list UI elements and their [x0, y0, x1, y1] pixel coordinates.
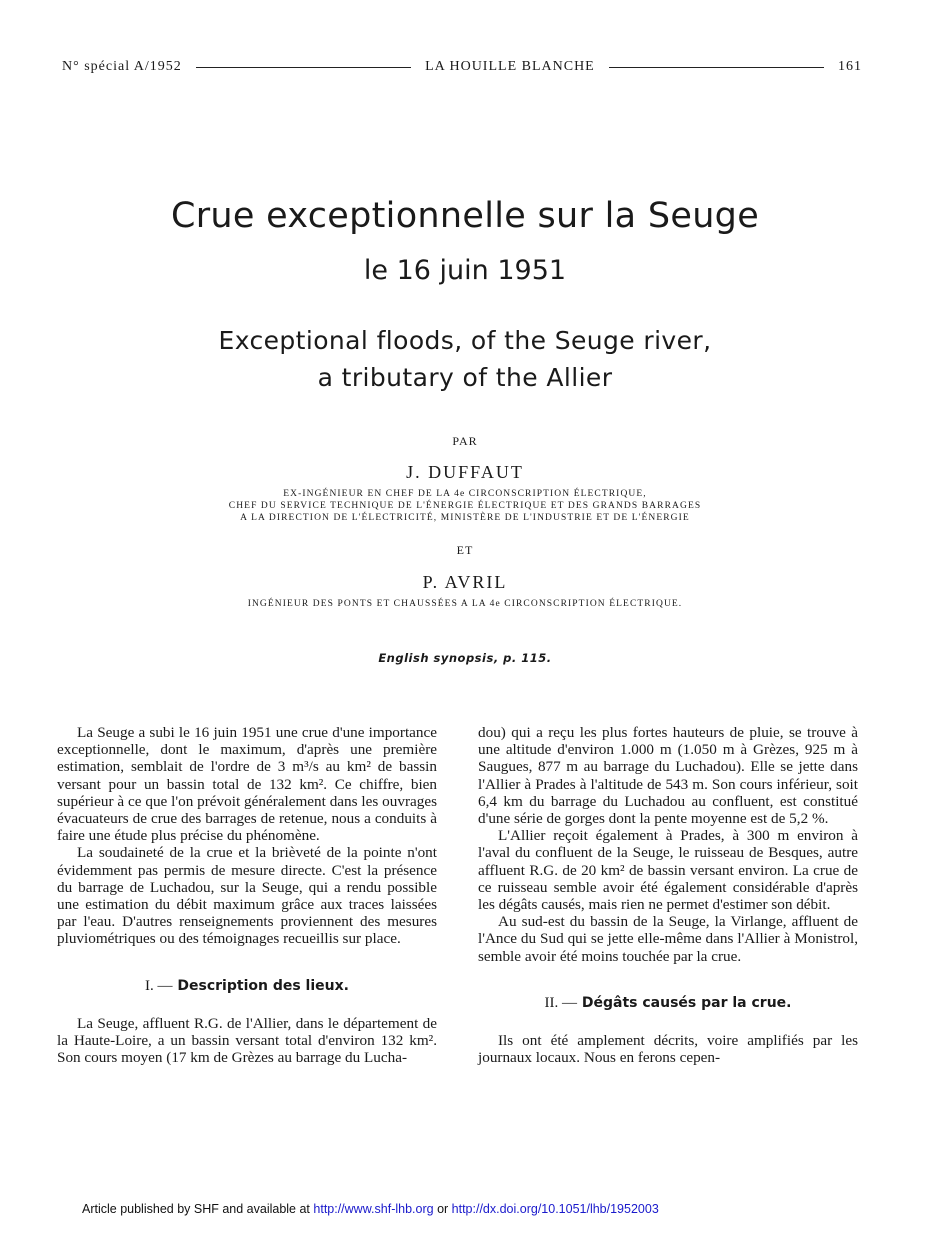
- running-head-rule-left: [196, 67, 411, 68]
- author-1-affiliation: [0, 488, 930, 524]
- affiliation-line: EX-INGÉNIEUR EN CHEF DE LA 4e CIRCONSCRIPTION ÉLECTRIQUE,: [283, 489, 647, 499]
- doi-link[interactable]: http://dx.doi.org/10.1051/lhb/1952003: [451, 1202, 659, 1216]
- publication-footer: [82, 1202, 882, 1216]
- and-label: ET: [456, 543, 474, 557]
- english-title-line-1: Exceptional floods, of the Seuge river,: [218, 326, 712, 355]
- running-head-rule-right: [609, 67, 824, 68]
- section-heading-2: [478, 995, 858, 1012]
- footer-text: Article published by SHF and available at: [82, 1202, 314, 1216]
- affiliation-line: A LA DIRECTION DE L'ÉLECTRICITÉ, MINISTÈRE DE L'INDUSTRIE ET DE L'ÉNERGIE: [240, 513, 690, 523]
- paragraph: La soudaineté de la crue et la brièveté de la pointe n'ont évidemment pas permis de mesure directe. C'est la présence du barrage de Luchadou, sur la Seuge, qui a rendu possible une estimation du débit maximum grâce aux traces laissées par l'eau. D'autres renseignements proviennent des mesures pluviométriques ou des témoignages recueillis sur place.: [57, 844, 437, 948]
- section-heading-1: [57, 978, 437, 995]
- footer-or: or: [433, 1202, 452, 1216]
- section-title: Dégâts causés par la crue.: [581, 994, 792, 1011]
- left-column: [57, 724, 437, 1066]
- paragraph: La Seuge, affluent R.G. de l'Allier, dans le département de la Haute-Loire, a un bassin versant total d'environ 132 km². Son cours moyen (17 km de Grèzes au barrage du Lucha-: [57, 1014, 437, 1067]
- english-title-line-2: a tributary of the Allier: [317, 363, 613, 392]
- english-title: [0, 322, 930, 396]
- article-date: le 16 juin 1951: [363, 255, 567, 286]
- paragraph: Ils ont été amplement décrits, voire amplifiés par les journaux locaux. Nous en ferons cepen-: [478, 1032, 858, 1067]
- right-column: [478, 724, 858, 1066]
- english-synopsis-reference: English synopsis, p. 115.: [378, 651, 552, 665]
- author-2-affiliation: INGÉNIEUR DES PONTS ET CHAUSSÉES A LA 4e CIRCONSCRIPTION ÉLECTRIQUE.: [247, 599, 683, 609]
- paragraph: Au sud-est du bassin de la Seuge, la Virlange, affluent de l'Ance du Sud qui se jette elle-même dans l'Allier à Monistrol, semble avoir été moins touchée par la crue.: [478, 913, 858, 965]
- page-number: 161: [838, 59, 862, 74]
- article-title: Crue exceptionnelle sur la Seuge: [170, 196, 760, 236]
- section-title: Description des lieux.: [177, 977, 349, 994]
- author-2: P. AVRIL: [422, 572, 508, 592]
- paragraph: L'Allier reçoit également à Prades, à 300 m environ à l'aval du confluent de la Seuge, le ruisseau de Besques, autre affluent R.G. de 20 km² de bassin versant environ. La crue de ce ruisseau semble avoir été également considérable d'après les dégâts causés, mais rien ne permet d'estimer son débit.: [478, 827, 858, 914]
- paragraph: dou) qui a reçu les plus fortes hauteurs de pluie, se trouve à une altitude d'environ 1.000 m (1.050 m à Grèzes, 925 m à Saugues, 877 m au barrage du Luchadou). Elle se jette dans l'Allier à Prades à l'altitude de 543 m. Son cours inférieur, soit 6,4 km du barrage du Luchadou au confluent, est constitué d'une série de gorges dont la pente moyenne est de 5,2 %.: [478, 724, 858, 828]
- section-number: I. —: [145, 977, 173, 994]
- paragraph: La Seuge a subi le 16 juin 1951 une crue d'une importance exceptionnelle, dont le maximum, d'après une première estimation, semblait de l'ordre de 3 m³/s au km² de bassin versant pour un bassin total de 132 km². Ce chiffre, bien supérieur à ce que l'on prévoit généralement dans les ouvrages évacuateurs de crue des barrages de retenue, nous a conduits à faire une étude plus précise du phénomène.: [57, 724, 437, 845]
- journal-issue: N° spécial A/1952: [62, 59, 182, 74]
- running-head: [62, 58, 862, 76]
- by-label: PAR: [452, 434, 478, 448]
- affiliation-line: CHEF DU SERVICE TECHNIQUE DE L'ÉNERGIE ÉLECTRIQUE ET DES GRANDS BARRAGES: [228, 501, 702, 511]
- author-1: J. DUFFAUT: [406, 462, 524, 482]
- shf-lhb-link[interactable]: http://www.shf-lhb.org: [313, 1202, 434, 1216]
- section-number: II. —: [544, 994, 578, 1011]
- journal-name: LA HOUILLE BLANCHE: [425, 59, 595, 74]
